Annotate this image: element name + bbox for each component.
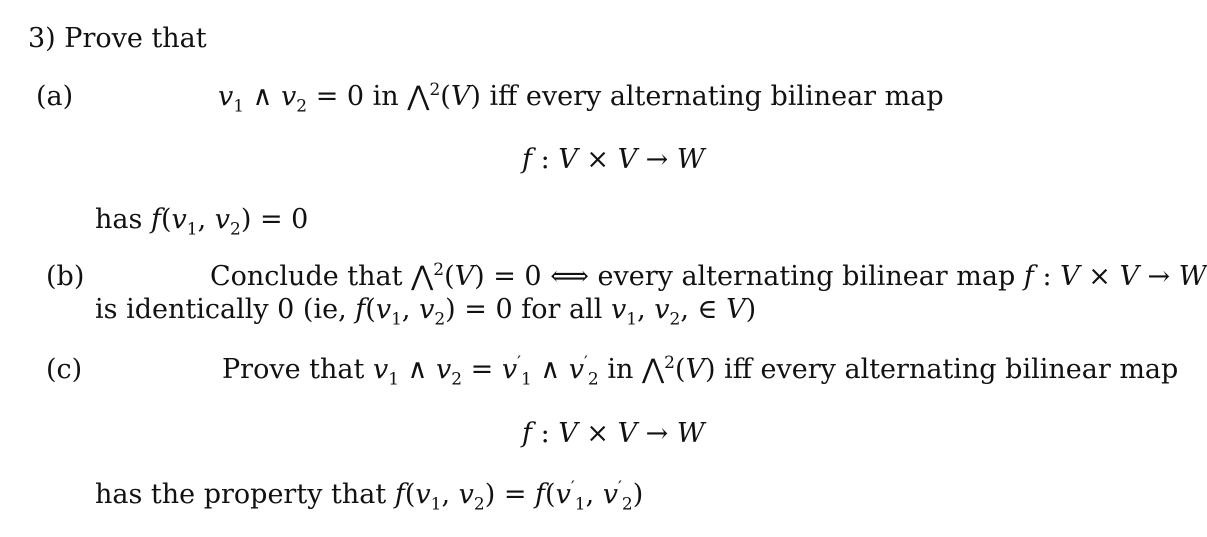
part-b-line2: is identically 0 (ie, $f(v_1$, $v_2) = 0$ for all $v_1$, $v_2$, ∈ V) <box>95 294 757 330</box>
part-b-label: (b) <box>46 261 85 292</box>
part-c-statement: Prove that $v_1$ ∧ $v_2 = v'_1$ ∧ $v'_2$ in ⋀$^2$(V) iff every alternating bilinear map <box>222 353 1179 390</box>
part-a-statement: $v_1$ ∧ $v_2 = 0$ in ⋀$^2$(V) iff every alternating bilinear map <box>218 80 944 117</box>
part-b-statement: Conclude that ⋀$^2$(V) = 0 ⟺ every alternating bilinear map f : V × V → W <box>210 260 1207 292</box>
part-a-map: f : V × V → W <box>522 144 705 175</box>
part-c-label: (c) <box>46 354 83 385</box>
part-a-label: (a) <box>36 81 74 112</box>
exterior-power-expression: ⋀$^2$(V) <box>407 80 481 112</box>
part-c-map: f : V × V → W <box>522 418 705 449</box>
wedge-expression: $v_1$ ∧ $v_2$ <box>218 81 308 117</box>
problem-heading: 3) Prove that <box>28 23 207 54</box>
part-c-conclusion: has the property that $f(v_1$, $v_2) = f(v'_1$, $v'_2$) <box>95 478 644 515</box>
part-a-conclusion: has $f(v_1$, $v_2) = 0$ <box>95 204 309 240</box>
